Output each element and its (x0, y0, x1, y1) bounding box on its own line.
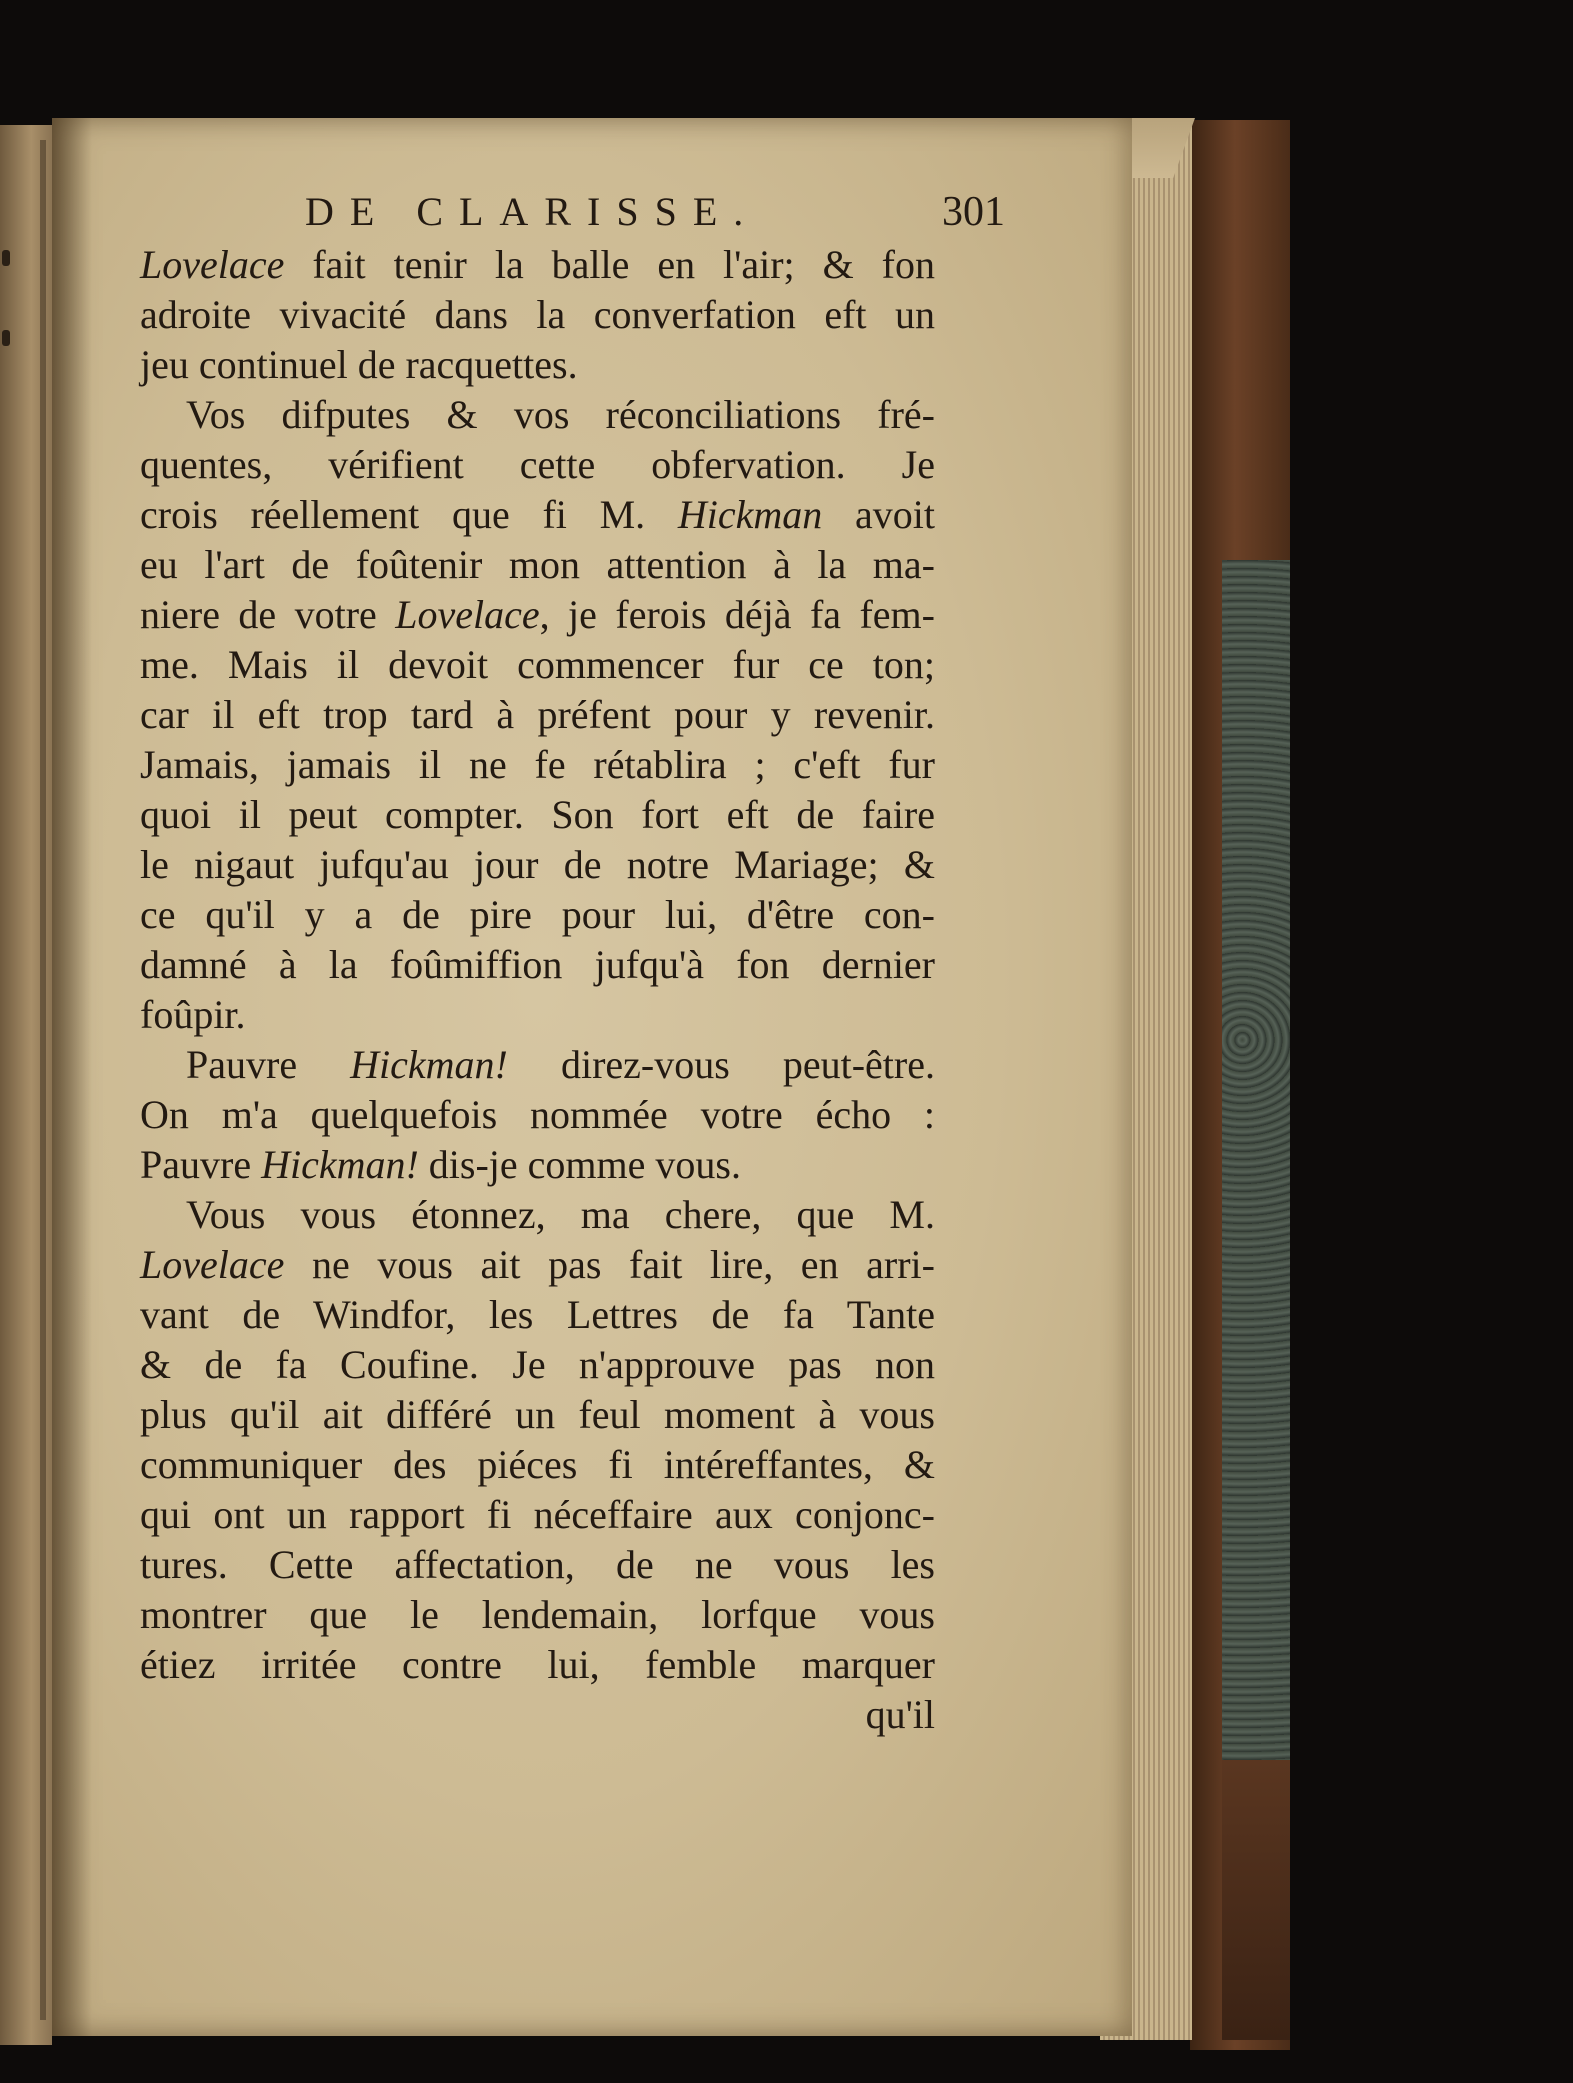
text-line-13: le nigaut jufqu'au jour de notre Mariage; & (140, 842, 935, 887)
text-line-3: jeu continuel de racquettes. (140, 342, 578, 387)
facing-page-letter-fragment (2, 250, 10, 266)
catchword: qu'il (865, 1692, 935, 1737)
text-line-26: qui ont un rapport fi néceffaire aux conjonc- (140, 1492, 935, 1537)
text-line-17: Pauvre Hickman! direz-vous peut-être. (186, 1042, 935, 1087)
text-line-27: tures. Cette affectation, de ne vous les (140, 1542, 935, 1587)
text-line-25: communiquer des piéces fi intéreffantes, & (140, 1442, 935, 1487)
text-line-15: damné à la foûmiffion jufqu'à fon dernier (140, 942, 935, 987)
text-line-22: vant de Windfor, les Lettres de fa Tante (140, 1292, 935, 1337)
text-line-6: crois réellement que fi M. Hickman avoit (140, 492, 935, 537)
leather-corner (1222, 1760, 1290, 2040)
text-line-29: étiez irritée contre lui, femble marquer (140, 1642, 935, 1687)
text-line-8: niere de votre Lovelace, je ferois déjà fa fem- (140, 592, 935, 637)
marbled-board (1222, 560, 1290, 1760)
gutter-shadow (52, 118, 92, 2036)
running-head (140, 180, 1005, 240)
page-text (140, 180, 1005, 1740)
text-line-10: car il eft trop tard à préfent pour y revenir. (140, 692, 935, 737)
text-line-20: Vous vous étonnez, ma chere, que M. (186, 1192, 935, 1237)
text-line-1: Lovelace fait tenir la balle en l'air; & fon (140, 242, 935, 287)
running-title: DE CLARISSE. (305, 189, 760, 234)
text-line-9: me. Mais il devoit commencer fur ce ton; (140, 642, 935, 687)
text-line-5: quentes, vérifient cette obfervation. Je (140, 442, 935, 487)
text-line-16: foûpir. (140, 992, 246, 1037)
page-number: 301 (942, 189, 1005, 235)
text-line-21: Lovelace ne vous ait pas fait lire, en arri- (140, 1242, 935, 1287)
facing-page-gutter (40, 140, 46, 2020)
facing-page-letter-fragment (2, 330, 10, 346)
text-line-18: On m'a quelquefois nommée votre écho : (140, 1092, 935, 1137)
text-line-11: Jamais, jamais il ne fe rétablira ; c'eft fur (140, 742, 935, 787)
text-line-4: Vos difputes & vos réconciliations fré- (186, 392, 935, 437)
text-line-12: quoi il peut compter. Son fort eft de faire (140, 792, 935, 837)
text-line-2: adroite vivacité dans la converfation eft un (140, 292, 935, 337)
text-line-19: Pauvre Hickman! dis-je comme vous. (140, 1142, 741, 1187)
text-line-7: eu l'art de foûtenir mon attention à la ma- (140, 542, 935, 587)
text-line-23: & de fa Coufine. Je n'approuve pas non (140, 1342, 935, 1387)
text-line-28: montrer que le lendemain, lorfque vous (140, 1592, 935, 1637)
text-line-14: ce qu'il y a de pire pour lui, d'être con- (140, 892, 935, 937)
text-line-24: plus qu'il ait différé un feul moment à vous (140, 1392, 935, 1437)
